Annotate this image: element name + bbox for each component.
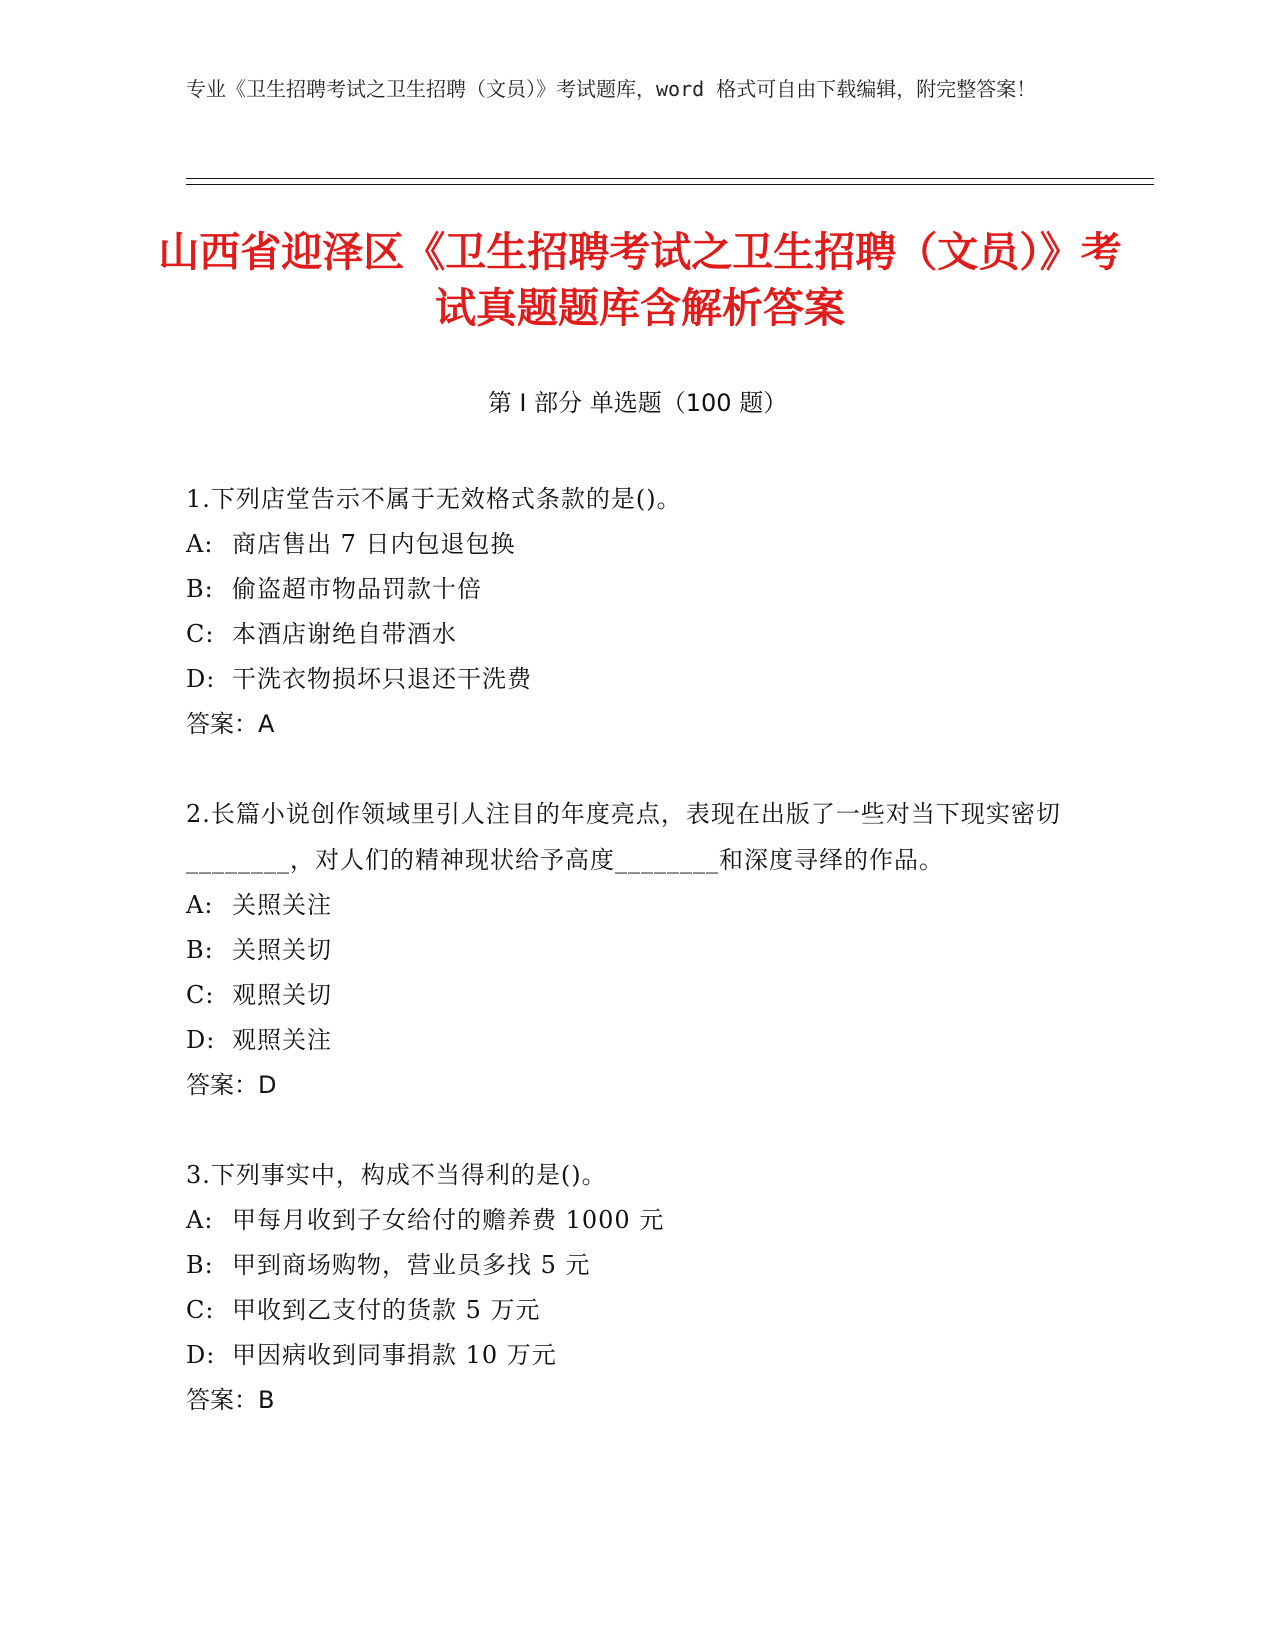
option-a [186, 522, 1066, 567]
section-title: 第 I 部分 单选题（100 题） [487, 389, 788, 417]
option-text: 观照关切 [232, 981, 332, 1009]
option-b [186, 567, 1066, 612]
option-text: 偷盗超市物品罚款十倍 [232, 575, 482, 603]
option-letter: B: [186, 575, 214, 603]
option-d [186, 1333, 1066, 1378]
option-a [186, 883, 1066, 928]
answer-line: 答案：B [186, 1386, 275, 1414]
option-c [186, 973, 1066, 1018]
option-a [186, 1198, 1066, 1243]
option-letter: A: [186, 530, 214, 558]
question-3 [186, 1152, 1066, 1423]
question-stem: 2.长篇小说创作领域里引人注目的年度亮点，表现在出版了一些对当下现实密切________，对人们的精神现状给予高度________和深度寻绎的作品。 [186, 800, 1061, 874]
question-1 [186, 476, 1066, 747]
option-letter: B: [186, 1251, 214, 1279]
question-2 [186, 791, 1066, 1108]
option-text: 关照关注 [232, 891, 332, 919]
option-b [186, 928, 1066, 973]
option-letter: D: [186, 665, 216, 693]
question-stem: 1.下列店堂告示不属于无效格式条款的是()。 [186, 485, 682, 513]
header-note: 专业《卫生招聘考试之卫生招聘（文员）》考试题库，word 格式可自由下载编辑，附完整答案！ [186, 77, 1037, 101]
option-text: 观照关注 [232, 1026, 332, 1054]
option-text: 甲每月收到子女给付的赡养费 1000 元 [232, 1206, 665, 1234]
option-text: 干洗衣物损坏只退还干洗费 [232, 665, 532, 693]
question-list [186, 476, 1066, 1467]
option-letter: A: [186, 1206, 214, 1234]
question-stem: 3.下列事实中，构成不当得利的是()。 [186, 1161, 607, 1189]
option-text: 甲因病收到同事捐款 10 万元 [232, 1341, 557, 1369]
option-text: 关照关切 [232, 936, 332, 964]
option-letter: C: [186, 981, 215, 1009]
header-divider-secondary [186, 184, 1154, 185]
option-text: 本酒店谢绝自带酒水 [232, 620, 457, 648]
answer-line: 答案：D [186, 1071, 277, 1099]
document-title: 山西省迎泽区《卫生招聘考试之卫生招聘（文员）》考试真题题库含解析答案 [158, 228, 1122, 332]
option-b [186, 1243, 1066, 1288]
option-text: 甲到商场购物，营业员多找 5 元 [232, 1251, 591, 1279]
option-letter: B: [186, 936, 214, 964]
option-d [186, 657, 1066, 702]
option-c [186, 1288, 1066, 1333]
option-letter: A: [186, 891, 214, 919]
option-text: 甲收到乙支付的货款 5 万元 [232, 1296, 541, 1324]
option-letter: C: [186, 620, 215, 648]
header-divider [186, 178, 1154, 179]
option-letter: D: [186, 1026, 216, 1054]
option-letter: C: [186, 1296, 215, 1324]
option-letter: D: [186, 1341, 216, 1369]
option-d [186, 1018, 1066, 1063]
option-text: 商店售出 7 日内包退包换 [232, 530, 516, 558]
option-c [186, 612, 1066, 657]
answer-line: 答案：A [186, 710, 275, 738]
